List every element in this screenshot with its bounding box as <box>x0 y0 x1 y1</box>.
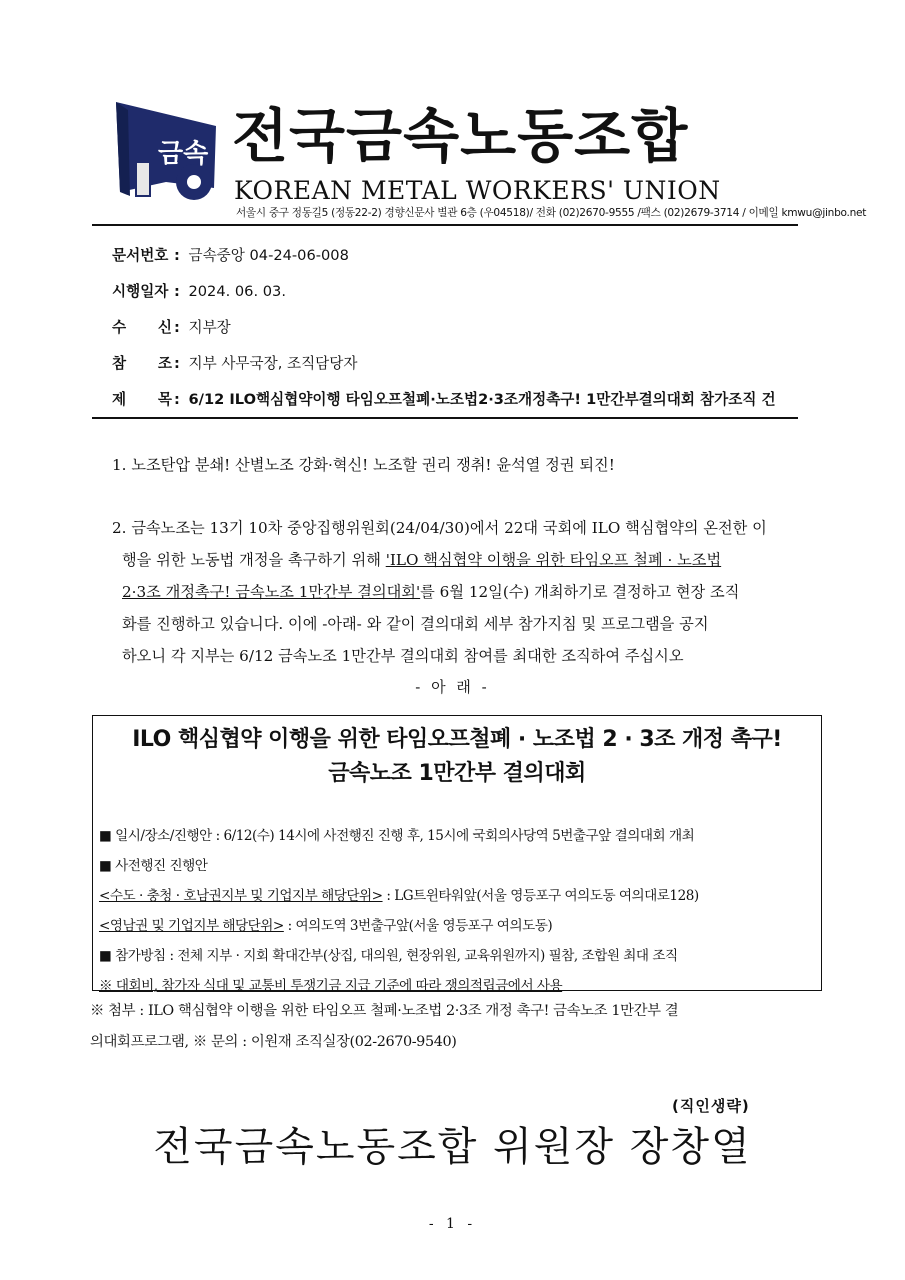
meta-row-date: 시행일자 : 2024. 06. 03. <box>112 277 802 313</box>
header-divider <box>92 224 798 226</box>
event-detail-line: ■ 사전행진 진행안 <box>99 858 208 874</box>
org-name-en: KOREAN METAL WORKERS' UNION <box>234 176 721 205</box>
org-name: 전국금속노동조합 <box>232 102 689 170</box>
paragraph-2 <box>112 512 822 672</box>
org-address: 서울시 중구 정동길5 (정동22-2) 경향신문사 별관 6층 (우04518)/ 전화 (02)2670-9555 /팩스 (02)2679-3714 / 이메일 kmwu@jinbo.net <box>236 207 867 219</box>
event-title: ILO 핵심협약 이행을 위한 타임오프철폐 · 노조법 2 · 3조 개정 촉구! <box>132 727 782 752</box>
meta-row-subject: 제 목 : 6/12 ILO핵심협약이행 타임오프철폐·노조법2·3조개정촉구! 1만간부결의대회 참가조직 건 <box>112 385 802 421</box>
page-number: - 1 - <box>428 1216 477 1232</box>
meta-row-doc-number: 문서번호 : 금속중앙 04-24-06-008 <box>112 241 802 277</box>
meta-key: 제 목 <box>112 391 172 408</box>
meta-row-reference: 참 조 : 지부 사무국장, 조직담당자 <box>112 349 802 385</box>
seal-omitted-note: (직인생략) <box>672 1097 750 1115</box>
event-detail-line: <수도 · 충청 · 호남권지부 및 기업지부 해당단위> : LG트윈타워앞(서울 영등포구 여의도동 여의대로128) <box>99 888 699 904</box>
logo-text: 금속 <box>158 139 209 169</box>
paragraph-2-line: 2·3조 개정촉구! 금속노조 1만간부 결의대회'를 6월 12일(수) 개최하기로 결정하고 현장 조직 <box>122 583 740 601</box>
union-logo <box>108 96 224 208</box>
event-subtitle: 금속노조 1만간부 결의대회 <box>328 761 586 786</box>
document-meta <box>112 241 802 421</box>
section-marker: - 아 래 - <box>415 678 490 696</box>
meta-value: 2024. 06. 03. <box>188 283 286 300</box>
meta-divider <box>92 417 798 419</box>
signature: 전국금속노동조합 위원장 장창열 <box>153 1124 752 1170</box>
paragraph-2-line: 행을 위한 노동법 개정을 촉구하기 위해 'ILO 핵심협약 이행을 위한 타임오프 철폐 · 노조법 <box>122 551 722 569</box>
paragraph-2-line: 2. 금속노조는 13기 10차 중앙집행위원회(24/04/30)에서 22대 국회에 ILO 핵심협약의 온전한 이 <box>112 519 767 537</box>
paragraph-2-line: 하오니 각 지부는 6/12 금속노조 1만간부 결의대회 참여를 최대한 조직하여 주십시오 <box>122 647 684 665</box>
note-line: ※ 첨부 : ILO 핵심협약 이행을 위한 타임오프 철폐·노조법 2·3조 개정 촉구! 금속노조 1만간부 결 <box>90 1003 679 1019</box>
meta-key: 참 조 <box>112 355 172 372</box>
attachment-note <box>90 996 826 1058</box>
meta-value: 6/12 ILO핵심협약이행 타임오프철폐·노조법2·3조개정촉구! 1만간부결의대회 참가조직 건 <box>188 391 776 408</box>
meta-key: 시행일자 <box>112 283 169 300</box>
meta-row-recipient: 수 신 : 지부장 <box>112 313 802 349</box>
meta-key: 문서번호 <box>112 247 169 264</box>
meta-value: 지부 사무국장, 조직담당자 <box>188 355 358 372</box>
event-detail-line: <영남권 및 기업지부 해당단위> : 여의도역 3번출구앞(서울 영등포구 여의도동) <box>99 918 553 934</box>
paragraph-1: 1. 노조탄압 분쇄! 산별노조 강화·혁신! 노조할 권리 쟁취! 윤석열 정권 퇴진! <box>112 456 615 474</box>
event-details <box>99 822 821 1002</box>
event-box <box>92 715 822 994</box>
meta-key: 수 신 <box>112 319 172 336</box>
note-line: 의대회프로그램, ※ 문의 : 이원재 조직실장(02-2670-9540) <box>90 1034 457 1050</box>
event-detail-line: ※ 대회비, 참가자 식대 및 교통비 투쟁기금 지급 기준에 따라 쟁의적립금에서 사용 <box>99 978 563 994</box>
event-detail-line: ■ 일시/장소/진행안 : 6/12(수) 14시에 사전행진 진행 후, 15시에 국회의사당역 5번출구앞 결의대회 개최 <box>99 828 695 844</box>
meta-value: 금속중앙 04-24-06-008 <box>188 247 349 264</box>
meta-value: 지부장 <box>188 319 231 336</box>
event-detail-line: ■ 참가방침 : 전체 지부 · 지회 확대간부(상집, 대의원, 현장위원, 교육위원까지) 필참, 조합원 최대 조직 <box>99 948 678 964</box>
paragraph-2-line: 화를 진행하고 있습니다. 이에 -아래- 와 같이 결의대회 세부 참가지침 및 프로그램을 공지 <box>122 615 709 633</box>
